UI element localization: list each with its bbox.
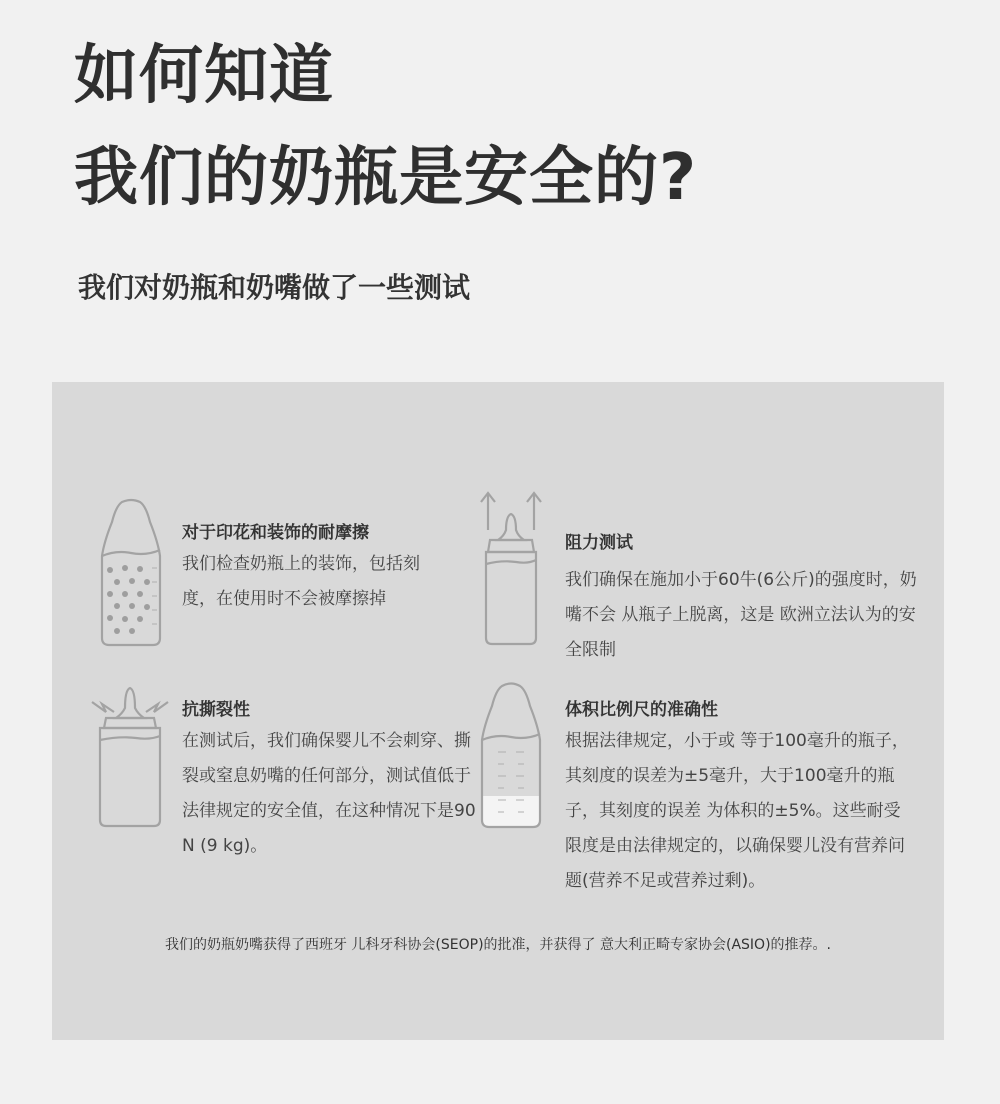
section-body-accuracy: 根据法律规定，小于或 等于100毫升的瓶子，其刻度的误差为±5毫升，大于100毫升的瓶子，其刻度的误差 为体积的±5%。这些耐受限度是由法律规定的，以确保婴儿没有营养问题(营养不足或营养过剩)。 [565,731,909,891]
tests-panel [52,382,944,1040]
section-body-resistance: 我们确保在施加小于60牛(6公斤)的强度时，奶嘴不会 从瓶子上脱离，这是 欧洲立法认为的安全限制 [565,570,917,660]
bottle-pull-arrows-icon [476,490,546,650]
section-body-abrasion: 我们检查奶瓶上的装饰，包括刻度，在使用时不会被摩擦掉 [182,554,420,609]
certification-footnote: 我们的奶瓶奶嘴获得了西班牙 儿科牙科协会(SEOP)的批准，并获得了 意大利正畸专家协会(ASIO)的推荐。. [164,937,831,953]
title-line-1: 如何知道 [74,39,334,113]
graduated-bottle-icon [476,680,546,830]
section-body-tear: 在测试后，我们确保婴儿不会刺穿、撕裂或窒息奶嘴的任何部分，测试值低于法律规定的安全值，在这种情况下是90 N (9 kg)。 [182,731,476,856]
section-title-resistance: 阻力测试 [565,533,633,553]
dotted-bottle-icon [96,498,166,648]
title-line-2: 我们的奶瓶是安全的? [74,141,698,215]
section-title-abrasion: 对于印花和装饰的耐摩擦 [182,523,369,543]
bottle-tear-icon [90,682,170,832]
subtitle: 我们对奶瓶和奶嘴做了一些测试 [78,271,471,304]
section-title-tear: 抗撕裂性 [182,700,250,720]
section-title-accuracy: 体积比例尺的准确性 [565,700,718,720]
